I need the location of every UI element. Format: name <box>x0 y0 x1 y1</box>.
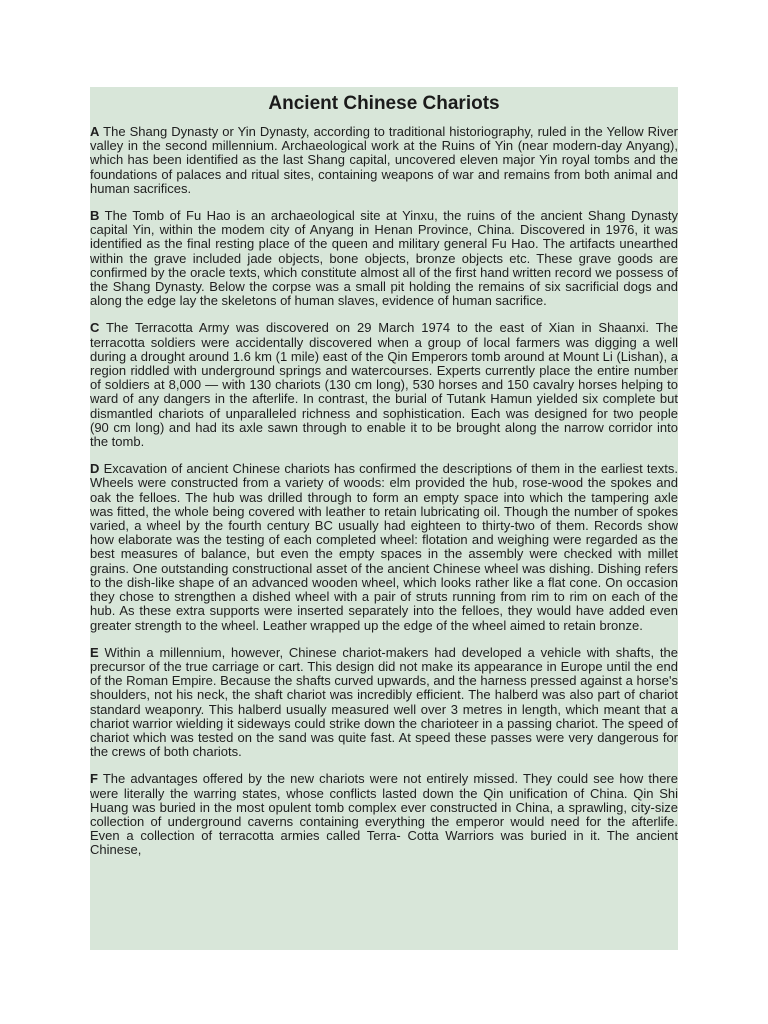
paragraph-a <box>90 125 678 196</box>
paragraph-text: The Tomb of Fu Hao is an archaeological site at Yinxu, the ruins of the ancient Shang Dynasty capital Yin, within the modem city of Anyang in Henan Province, China. Discovered in 1976, it was identified as the final resting place of the queen and military general Fu Hao. The artifacts unearthed within the grave included jade objects, bone objects, bronze objects etc. These grave goods are confirmed by the oracle texts, which constitute almost all of the first hand written record we possess of the Shang Dynasty. Below the corpse was a small pit holding the remains of six sacrificial dogs and along the edge lay the skeletons of human slaves, evidence of human sacrifice. <box>90 208 678 309</box>
paragraph-letter: B <box>90 208 100 224</box>
paragraph-letter: D <box>90 461 100 477</box>
paragraph-c <box>90 321 678 449</box>
document-title: Ancient Chinese Chariots <box>268 93 500 114</box>
paragraph-d <box>90 462 678 632</box>
paragraph-e <box>90 646 678 760</box>
paragraph-f <box>90 772 678 857</box>
paragraph-text: The Terracotta Army was discovered on 29 March 1974 to the east of Xian in Shaanxi. The terracotta soldiers were accidentally discovered when a group of local farmers was digging a well during a drought around 1.6 km (1 mile) east of the Qin Emperors tomb around at Mount Li (Lishan), a region riddled with underground springs and watercourses. Experts currently place the entire number of soldiers at 8,000 — with 130 chariots (130 cm long), 530 horses and 150 cavalry horses helping to ward of any dangers in the afterlife. In contrast, the burial of Tutank Hamun yielded six complete but dismantled chariots of unparalleled richness and sophistication. Each was designed for two people (90 cm long) and had its axle sawn through to enable it to be brought along the narrow corridor into the tomb. <box>90 320 678 450</box>
paragraph-text: The Shang Dynasty or Yin Dynasty, according to traditional historiography, ruled in the Yellow River valley in the second millennium. Archaeological work at the Ruins of Yin (near modern-day Anyang), which has been identified as the last Shang capital, uncovered eleven major Yin royal tombs and the foundations of palaces and ritual sites, containing weapons of war and remains from both animal and human sacrifices. <box>90 124 678 196</box>
paragraph-letter: C <box>90 320 100 336</box>
paragraph-letter: F <box>90 771 98 787</box>
document-body <box>90 125 678 871</box>
document-page <box>90 87 678 950</box>
paragraph-text: Excavation of ancient Chinese chariots has confirmed the descriptions of them in the earliest texts. Wheels were constructed from a variety of woods: elm provided the hub, rose-wood the spokes and oak the felloes. The hub was drilled through to form an empty space into which the tampering axle was fitted, the whole being covered with leather to retain lubricating oil. Though the number of spokes varied, a wheel by the fourth century BC usually had eighteen to thirty-two of them. Records show how elaborate was the testing of each completed wheel: flotation and weighing were regarded as the best measures of balance, but even the empty spaces in the assembly were checked with millet grains. One outstanding constructional asset of the ancient Chinese wheel was dishing. Dishing refers to the dish-like shape of an advanced wooden wheel, which looks rather like a flat cone. On occasion they chose to strengthen a dished wheel with a pair of struts running from rim to rim on each of the hub. As these extra supports were inserted separately into the felloes, they would have added even greater strength to the wheel. Leather wrapped up the edge of the wheel aimed to retain bronze. <box>90 461 678 633</box>
paragraph-text: The advantages offered by the new chariots were not entirely missed. They could see how there were literally the warring states, whose conflicts lasted down the Qin unification of China. Qin Shi Huang was buried in the most opulent tomb complex ever constructed in China, a sprawling, city-size collection of underground caverns containing everything the emperor would need for the afterlife. Even a collection of terracotta armies called Terra- Cotta Warriors was buried in it. The ancient Chinese, <box>90 771 678 858</box>
paragraph-text: Within a millennium, however, Chinese chariot-makers had developed a vehicle with shafts, the precursor of the true carriage or cart. This design did not make its appearance in Europe until the end of the Roman Empire. Because the shafts curved upwards, and the harness pressed against a horse's shoulders, not his neck, the shaft chariot was incredibly efficient. The halberd was also part of chariot standard weaponry. This halberd usually measured well over 3 metres in length, which meant that a chariot warrior wielding it sideways could strike down the charioteer in a passing chariot. The speed of chariot which was tested on the sand was quite fast. At speed these passes were very dangerous for the crews of both chariots. <box>90 644 678 760</box>
paragraph-b <box>90 209 678 308</box>
paragraph-letter: A <box>90 124 100 139</box>
paragraph-letter: E <box>90 644 99 660</box>
